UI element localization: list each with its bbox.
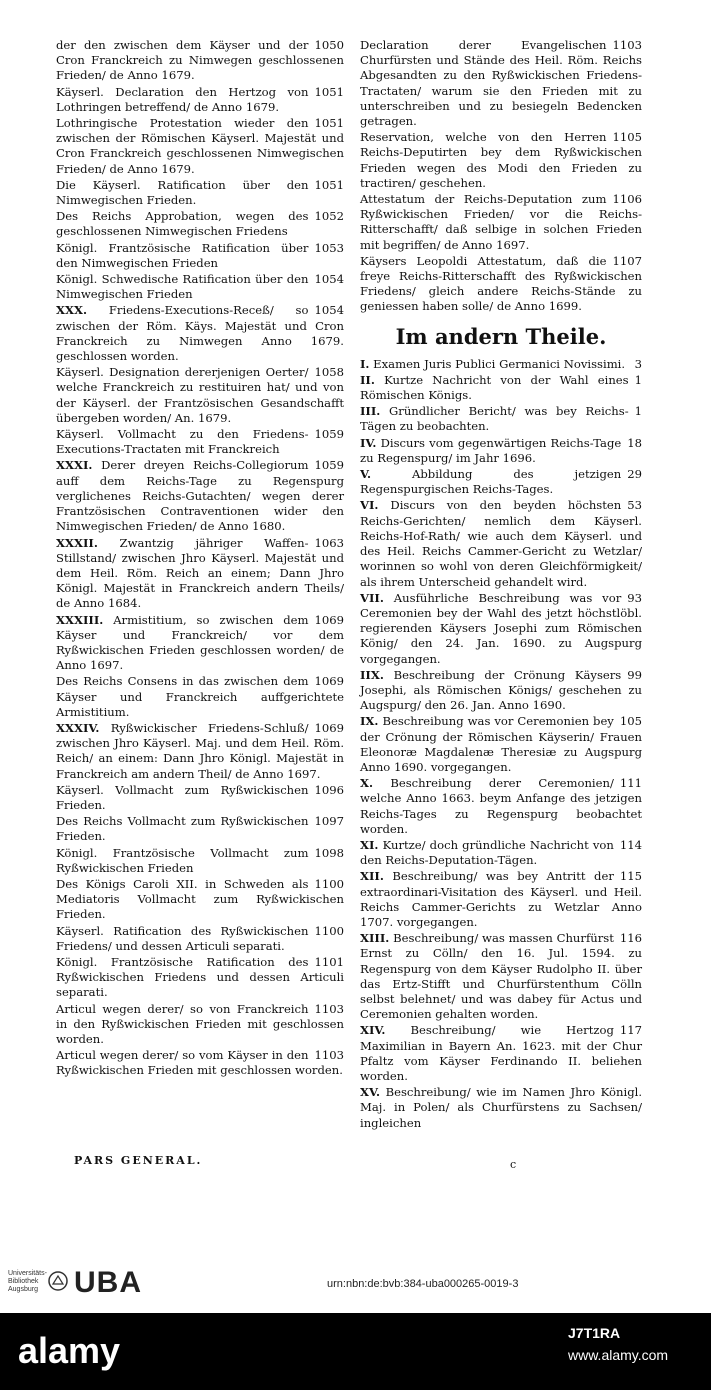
toc-title: Des Reichs Vollmacht zum Ryßwickischen Frieden. — [56, 814, 309, 844]
right-column — [360, 38, 642, 1132]
toc-entry — [56, 209, 344, 239]
toc-number: XV. — [360, 1085, 380, 1100]
toc-page-number: 1100 — [314, 876, 344, 891]
toc-title: Käysers Leopoldi Attestatum, daß die freye Reichs-Ritterschafft des Ryßwickischen Friedens/ gleich andere Reichs-Stände zu geniessen haben solle/ de Anno 1699. — [360, 253, 642, 314]
toc-entry — [56, 814, 344, 844]
toc-entry — [56, 924, 344, 954]
toc-page-number: 1053 — [314, 240, 344, 255]
toc-title: Gründlicher Bericht/ was bey Reichs-Tägen zu beobachten. — [360, 404, 629, 434]
toc-number: II. — [360, 372, 375, 387]
toc-entry — [56, 613, 344, 674]
toc-page-number: 3 — [634, 356, 642, 371]
toc-entry — [360, 254, 642, 315]
library-emblem-icon — [47, 1270, 69, 1292]
section-heading: Im andern Theile. — [395, 323, 607, 349]
stock-logo: alamy — [18, 1330, 121, 1371]
toc-entry — [360, 436, 642, 466]
toc-title: Attestatum der Reichs-Deputation zum Ryßwickischen Frieden/ vor die Reichs-Ritterschafft/ daß selbige in solchen Frieden mit begriffen/ de Anno 1697. — [360, 192, 642, 252]
toc-page-number: 1051 — [314, 84, 344, 99]
toc-title: Armistitium, so zwischen dem Käyser und Franckreich/ vor dem Ryßwickischen Frieden geschlossen worden/ de Anno 1697. — [56, 612, 344, 673]
toc-number: XII. — [360, 869, 384, 884]
toc-number: XXX. — [56, 303, 88, 318]
toc-title: Des Königs Caroli XII. in Schweden als Mediatoris Vollmacht zum Ryßwickischen Frieden. — [56, 876, 344, 922]
toc-entry — [56, 85, 344, 115]
toc-entry — [56, 116, 344, 177]
toc-number: XI. — [360, 837, 379, 852]
toc-title: Friedens-Executions-Receß/ so zwischen der Röm. Käys. Majestät und Cron Franckreich zu Nimwegen Anno 1679. geschlossen worden. — [56, 303, 344, 364]
toc-title: Derer dreyen Reichs-Collegiorum auff dem Reichs-Tage zu Regenspurg verglichenes Reichs-Gutachten/ wegen derer Frantzösischen Contraventionen wider den Nimwegischen Frieden/ de Anno 1680. — [56, 458, 344, 534]
toc-title: Käyserl. Declaration den Hertzog von Lothringen betreffend/ de Anno 1679. — [56, 84, 309, 114]
urn-identifier: urn:nbn:de:bvb:384-uba000265-0019-3 — [327, 1278, 519, 1290]
toc-entry — [56, 674, 344, 720]
toc-number: III. — [360, 404, 381, 419]
toc-title: Des Reichs Consens in das zwischen dem Käyser und Franckreich auffgerichtete Armistitium. — [56, 674, 344, 719]
toc-entry — [56, 178, 344, 208]
toc-page-number: 53 — [627, 498, 642, 513]
toc-number: XXXII. — [56, 535, 98, 550]
toc-entry — [56, 1048, 344, 1078]
toc-number: XXXIV. — [56, 720, 100, 735]
toc-number: XXXIII. — [56, 612, 104, 627]
toc-title: Articul wegen derer/ so von Franckreich in den Ryßwickischen Frieden mit geschlossen worden. — [56, 1001, 344, 1046]
library-logo: UBA — [74, 1266, 142, 1299]
toc-page-number: 1100 — [314, 923, 344, 938]
signature-mark: c — [510, 1158, 517, 1171]
toc-title: Reservation, welche von den Herren Reichs-Deputirten bey dem Ryßwickischen Frieden wegen des Modi den Frieden zu tractiren/ geschehen. — [360, 130, 642, 190]
toc-entry — [360, 714, 642, 775]
toc-title: Käyserl. Designation dererjenigen Oerter/ welche Franckreich zu restituiren hat/ und von der Käyserl. der Frantzösischen Gesandschafft übergeben worden/ An. 1679. — [56, 365, 344, 425]
toc-entry — [360, 192, 642, 253]
toc-title: Käyserl. Vollmacht zu den Friedens-Executions-Tractaten mit Franckreich — [56, 427, 309, 457]
toc-title: Käyserl. Ratification des Ryßwickischen Friedens/ und dessen Articuli separati. — [56, 923, 309, 953]
toc-entry — [56, 427, 344, 457]
toc-entry — [360, 357, 642, 372]
toc-entry — [56, 536, 344, 612]
toc-entry — [360, 498, 642, 589]
toc-number: VII. — [360, 590, 384, 605]
toc-title: Die Käyserl. Ratification über den Nimwegischen Frieden. — [56, 177, 309, 208]
toc-number: XXXI. — [56, 458, 93, 473]
toc-page-number: 1106 — [612, 192, 642, 207]
toc-page-number: 1069 — [314, 612, 344, 627]
toc-number: XIV. — [360, 1023, 386, 1038]
toc-entry — [360, 1085, 642, 1131]
toc-title: Zwantzig jähriger Waffen-Stillstand/ zwischen Jhro Käyserl. Majestät und dem Heil. Röm. Reich an einem; Dann Jhro Königl. Majestät in Franckreich andern Theils/ de Anno 1684. — [56, 535, 344, 611]
toc-page-number: 93 — [627, 590, 642, 605]
toc-page-number: 1052 — [314, 209, 344, 224]
toc-title: Abbildung des jetzigen Regenspurgischen Reichs-Tages. — [360, 467, 622, 497]
toc-page-number: 105 — [619, 714, 642, 729]
toc-title: Ryßwickischer Friedens-Schluß/ zwischen Jhro Käyserl. Maj. und dem Heil. Röm. Reich/ an einem: Dann Jhro Königl. Majestät in Franckreich am andern Theil/ de Anno 1697. — [56, 720, 344, 781]
toc-entry — [360, 931, 642, 1022]
toc-page-number: 1 — [634, 372, 642, 387]
toc-title: Beschreibung/ was bey Antritt der extraordinari-Visitation des Käyserl. und Heil. Reichs Cammer-Gerichts zu Wetzlar Anno 1707. vorgegangen. — [360, 869, 642, 929]
toc-entry — [360, 838, 642, 868]
toc-entry — [56, 846, 344, 876]
toc-number: IV. — [360, 435, 377, 450]
stock-url[interactable]: www.alamy.com — [568, 1347, 669, 1363]
toc-entry — [56, 241, 344, 271]
toc-entry — [56, 458, 344, 534]
toc-page-number: 1059 — [314, 458, 344, 473]
toc-title: Kurtze Nachricht von der Wahl eines Römischen Königs. — [360, 372, 629, 403]
toc-entry — [360, 130, 642, 191]
toc-title: Beschreibung/ wie im Namen Jhro Königl. Maj. in Polen/ als Churfürstens zu Sachsen/ ingleichen — [360, 1085, 643, 1130]
toc-number: IX. — [360, 714, 379, 729]
toc-entry — [360, 776, 642, 837]
toc-entry — [360, 38, 642, 129]
toc-page-number: 1097 — [314, 814, 344, 829]
toc-page-number: 1059 — [314, 427, 344, 442]
toc-page-number: 1069 — [314, 720, 344, 735]
toc-title: Discurs von den beyden höchsten Reichs-Gerichten/ nemlich dem Käyserl. Reichs-Hof-Rath/ wie auch dem Käyserl. und des Heil. Reichs Cammer-Gericht zu Wetzlar/ worinnen so wohl von deren Gleichförmigkeit/ als ihrem Unterscheid gehandelt wird. — [360, 498, 642, 589]
toc-page-number: 1103 — [612, 38, 642, 52]
toc-title: Discurs vom gegenwärtigen Reichs-Tage zu Regenspurg/ im Jahr 1696. — [360, 435, 622, 465]
toc-title: Beschreibung/ was massen Churfürst Ernst zu Cölln/ den 16. Jul. 1594. zu Regenspurg von dem Käyser Rudolpho II. über das Ertz-Stifft und Churfürstenthum Cölln selbst belehnet/ und was dabey für Actus und Ceremonien gehalten worden. — [360, 931, 642, 1022]
toc-title: Lothringische Protestation wieder den zwischen der Römischen Käyserl. Majestät und Cron Franckreich geschlossenen Nimwegischen Frieden/ de Anno 1679. — [56, 116, 344, 176]
toc-title: Ausführliche Beschreibung was vor Ceremonien bey der Wahl des jetzt höchstlöbl. regierenden Käysers Josephi zum Römischen König/ den 24. Jan. 1690. zu Augspurg vorgegangen. — [360, 590, 642, 666]
toc-page-number: 117 — [619, 1023, 642, 1038]
toc-page-number: 1063 — [314, 535, 344, 550]
toc-title: Examen Juris Publici Germanici Novissimi. — [373, 356, 626, 371]
toc-page-number: 1103 — [314, 1001, 344, 1016]
toc-page-number: 116 — [619, 931, 642, 946]
toc-title: Declaration derer Evangelischen Churfürsten und Stände des Heil. Röm. Reichs Abgesandten zu den Ryßwickischen Friedens-Tractaten/ warum sie den Frieden mit zu unterschreiben und zu besiegeln Bedencken getragen. — [360, 38, 642, 129]
toc-title: Beschreibung was vor Ceremonien bey der Crönung der Römischen Käyserin/ Frauen Eleonoræ Magdalenæ Theresiæ zu Augspurg Anno 1690. vorgegangen. — [360, 714, 642, 774]
library-name: Universitäts- Bibliothek Augsburg — [8, 1270, 47, 1293]
left-column — [56, 38, 344, 1080]
toc-page-number: 1105 — [612, 130, 642, 145]
toc-page-number: 18 — [627, 435, 642, 450]
toc-entry — [56, 1002, 344, 1048]
toc-entry — [56, 38, 344, 84]
toc-title: Des Reichs Approbation, wegen des geschlossenen Nimwegischen Friedens — [56, 209, 309, 239]
toc-page-number: 29 — [627, 467, 642, 482]
toc-title: der den zwischen dem Käyser und der Cron Franckreich zu Nimwegen geschlossenen Frieden/ de Anno 1679. — [56, 38, 344, 83]
toc-page-number: 99 — [627, 667, 642, 682]
toc-title: Königl. Frantzösische Ratification des Ryßwickischen Friedens und dessen Articuli separati. — [56, 954, 344, 1000]
toc-page-number: 1058 — [314, 365, 344, 380]
toc-page-number: 1 — [634, 404, 642, 419]
toc-entry — [360, 404, 642, 434]
toc-entry — [56, 303, 344, 364]
stock-image-id: J7T1RA — [568, 1325, 621, 1341]
toc-entry — [56, 955, 344, 1001]
toc-title: Königl. Frantzösische Ratification über den Nimwegischen Frieden — [56, 240, 309, 270]
toc-number: VI. — [360, 498, 379, 513]
toc-page-number: 1096 — [314, 782, 344, 797]
toc-page-number: 111 — [619, 776, 642, 791]
toc-entry — [360, 869, 642, 930]
toc-title: Kurtze/ doch gründliche Nachricht von den Reichs-Deputation-Tägen. — [360, 837, 614, 868]
toc-page-number: 114 — [619, 837, 642, 852]
toc-page-number: 1051 — [314, 116, 344, 131]
toc-number: X. — [360, 776, 374, 791]
toc-title: Beschreibung derer Ceremonien/ welche Anno 1663. beym Anfange des jetzigen Reichs-Tages zu Regenspurg beobachtet worden. — [360, 776, 642, 836]
toc-page-number: 1051 — [314, 177, 344, 192]
toc-entry — [360, 373, 642, 403]
toc-entry — [360, 467, 642, 497]
toc-entry — [360, 1023, 642, 1084]
toc-page-number: 1101 — [314, 954, 344, 969]
toc-page-number: 1098 — [314, 845, 344, 860]
toc-page-number: 1054 — [314, 272, 344, 287]
toc-entry — [56, 783, 344, 813]
toc-page-number: 1054 — [314, 303, 344, 318]
toc-title: Articul wegen derer/ so vom Käyser in den Ryßwickischen Frieden mit geschlossen worden. — [56, 1048, 343, 1078]
toc-page-number: 1107 — [612, 253, 642, 268]
toc-entry — [56, 721, 344, 782]
toc-entry — [360, 591, 642, 667]
toc-title: Königl. Schwedische Ratification über den Nimwegischen Frieden — [56, 272, 309, 302]
toc-number: XIII. — [360, 931, 390, 946]
toc-entry — [56, 877, 344, 923]
toc-entry — [56, 365, 344, 426]
toc-number: V. — [360, 467, 372, 482]
toc-title: Käyserl. Vollmacht zum Ryßwickischen Frieden. — [56, 782, 309, 812]
toc-page-number: 1050 — [314, 38, 344, 52]
toc-number: IIX. — [360, 667, 384, 682]
toc-entry — [56, 272, 344, 302]
toc-page-number: 115 — [619, 869, 642, 884]
toc-title: Beschreibung/ wie Hertzog Maximilian in Bayern An. 1623. mit der Chur Pfaltz vom Käyser Ferdinando II. beliehen worden. — [360, 1023, 642, 1083]
toc-number: I. — [360, 356, 370, 371]
toc-page-number: 1103 — [314, 1048, 344, 1063]
toc-title: Beschreibung der Crönung Käysers Josephi, als Römischen Königs/ geschehen zu Augspurg/ den 26. Jan. Anno 1690. — [360, 667, 642, 713]
toc-entry — [360, 668, 642, 714]
footer-pars-general: PARS GENERAL. — [74, 1154, 203, 1167]
toc-title: Königl. Frantzösische Vollmacht zum Ryßwickischen Frieden — [56, 845, 309, 875]
toc-page-number: 1069 — [314, 674, 344, 689]
